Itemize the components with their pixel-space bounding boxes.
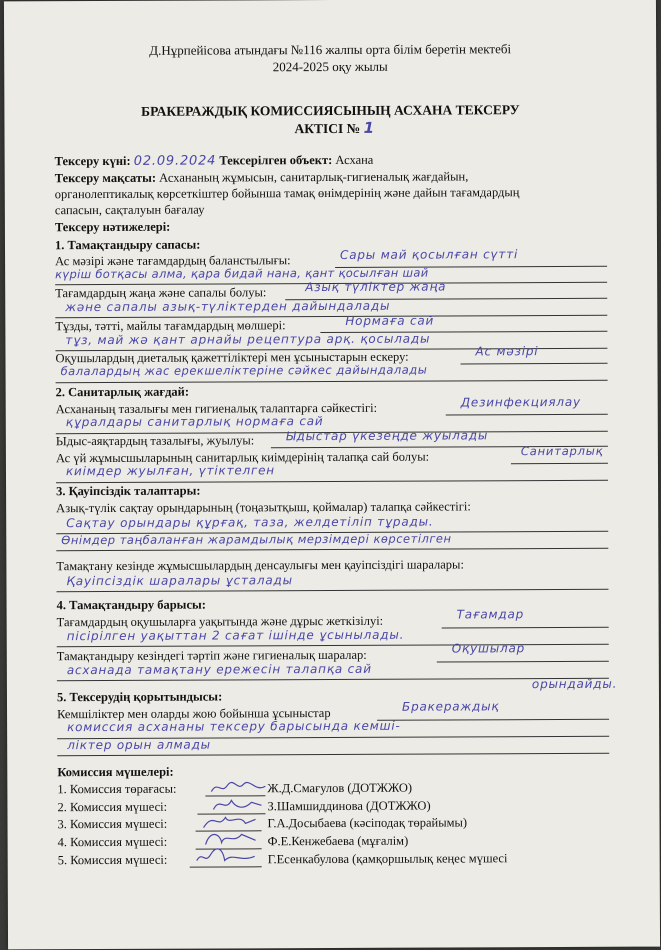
s2-answer3-line1: Санитарлық <box>520 443 604 459</box>
s4-question1: Тағамдардың оқушыларға уақытында және дұрыс жеткізілуі: <box>56 613 384 630</box>
purpose-label: Тексеру мақсаты: <box>54 170 157 186</box>
academic-year: 2024-2025 оқу жылы <box>272 58 388 75</box>
answer-underline <box>442 627 609 629</box>
answer-underline <box>56 480 608 483</box>
s1-answer4-line2: балалардың жас ерекшеліктеріне сәйкес дайындалады <box>60 362 428 379</box>
member-4-name: Ф.Е.Кенжебаева (мұғалім) <box>267 833 409 849</box>
date-value: 02.09.2024 <box>133 153 217 169</box>
s1-question4: Оқушылардың диеталық қажеттіліктері мен ұсыныстарын ескеру: <box>55 349 409 366</box>
s3-answer1-line2: Өнімдер таңбаланған жарамдылық мерзімдері көрсетілген <box>61 531 452 548</box>
s1-answer3-line1: Нормаға сай <box>345 313 435 328</box>
s4-answer2-line3: орындайды. <box>531 676 618 692</box>
s3-question2: Тамақтану кезінде жұмысшылардың денсаулығы мен қауіпсіздігі шаралары: <box>56 557 464 574</box>
signature-5-icon <box>193 844 259 868</box>
s3-question1: Азық-түлік сақтау орындарының (тоңазытқыш, қоймалар) талапқа сәйкестігі: <box>56 499 471 516</box>
commission-heading: Комиссия мүшелері: <box>57 764 174 780</box>
answer-underline <box>437 661 609 663</box>
object-value: Асхана <box>335 152 374 167</box>
section3-heading: 3. Қауіпсіздік талаптары: <box>56 483 201 499</box>
member-5-role: 5. Комиссия мүшесі: <box>57 852 168 868</box>
s4-answer2-line2: асханада тамақтану ережесін талапқа сай <box>66 661 372 678</box>
section1-heading: 1. Тамақтандыру сапасы: <box>54 237 201 253</box>
purpose-line3: сапасын, сақталуын бағалау <box>54 202 205 218</box>
section5-heading: 5. Тексерудің қорытындысы: <box>56 689 223 705</box>
answer-underline <box>511 463 608 464</box>
answer-underline <box>461 363 608 365</box>
s5-answer1-line2: комиссия асхананы тексеру барысында кемші- <box>67 718 401 735</box>
document-title-line2 <box>294 119 374 137</box>
answer-underline <box>377 719 609 721</box>
s5-question1: Кемшіліктер мен оларды жою бойынша ұсыныстар <box>57 706 331 722</box>
s1-answer3-line2: тұз, май жә қант арнайы рецептура арқ. қосылады <box>65 331 431 348</box>
member-2-role: 2. Комиссия мүшесі: <box>57 799 168 815</box>
answer-underline <box>56 548 608 551</box>
s1-answer2-line2: және сапалы азық-түліктерден дайындалады <box>65 298 391 315</box>
s1-question2: Тағамдардың жаңа және сапалы болуы: <box>55 285 267 301</box>
object-label: Тексерілген объект: <box>219 152 333 168</box>
section4-heading: 4. Тамақтандыру барысы: <box>56 597 206 613</box>
answer-underline <box>57 678 609 681</box>
s2-question1: Асхананың тазалығы мен гигиеналық талаптарға сәйкестігі: <box>55 400 378 417</box>
s2-answer3-line2: киімдер жуылған, үтіктелген <box>65 463 275 479</box>
s2-answer1-line2: құралдары санитарлық нормаға сай <box>65 414 324 430</box>
member-1-name: Ж.Д.Смағулов (ДОТЖЖО) <box>267 780 413 796</box>
member-5-name: Г.Есенкабулова (қамқоршылық кеңес мүшесі <box>267 851 508 867</box>
s3-answer2: Қауіпсіздік шаралары ұсталады <box>66 573 293 589</box>
answer-underline <box>56 380 608 383</box>
s4-question2: Тамақтандыру кезіндегі тәртіп және гигиеналық шаралар: <box>56 647 367 664</box>
results-label: Тексеру нәтижелері: <box>54 219 171 235</box>
purpose-line2: органолептикалық көрсеткіштер бойынша тамақ өнімдерінің және дайын тағамдардың <box>54 185 520 202</box>
s1-answer2-line1: Азық түліктер жаңа <box>305 279 447 295</box>
s4-answer1-line2: пісірілген уақыттан 2 сағат ішінде ұсынылады. <box>66 627 405 644</box>
answer-underline <box>57 644 609 647</box>
member-2-name: З.Шамшиддинова (ДОТЖЖО) <box>267 798 431 814</box>
act-label: АКТІСІ № <box>294 120 361 137</box>
purpose-line1: Асхананың жұмысын, санитарлық-гигиеналық жағдайын, <box>159 169 469 185</box>
s1-answer4-line1: Ас мәзірі <box>475 344 539 359</box>
s1-question1: Ас мәзірі және тағамдардың баланстылығы: <box>55 253 291 269</box>
section2-heading: 2. Санитарлық жағдай: <box>55 384 190 400</box>
s2-question2: Ыдыс-аяқтардың тазалығы, жуылуы: <box>55 433 255 449</box>
s2-answer1-line1: Дезинфекциялау <box>460 394 581 410</box>
s1-answer1-line1: Сары май қосылған сүтті <box>340 247 519 262</box>
member-3-role: 3. Комиссия мүшесі: <box>57 816 168 832</box>
s2-answer2: Ыдыстар үкезеңде жуылады <box>285 428 489 444</box>
s4-answer2-line1: Оқушылар <box>451 641 526 656</box>
purpose-row <box>55 169 469 186</box>
answer-underline <box>57 589 609 592</box>
s1-answer1-line2: күріш ботқасы алма, қара бидай нана, қант қосылған шай <box>55 265 429 282</box>
document-title-line1: БРАКЕРАЖДЫҚ КОМИССИЯСЫНЫҢ АСХАНА ТЕКСЕРУ <box>141 102 520 119</box>
answer-underline <box>446 414 608 416</box>
member-3-name: Г.А.Досыбаева (кәсіподақ төрайымы) <box>267 815 468 831</box>
act-number: 1 <box>363 118 375 137</box>
s5-answer1-line1: Бракераждық <box>401 699 500 714</box>
s3-answer1-line1: Сақтау орындары құрғақ, таза, желдетіліп тұрады. <box>66 514 434 531</box>
answer-underline <box>57 753 609 756</box>
s5-answer1-line3: ліктер орын алмады <box>67 737 211 753</box>
member-4-role: 4. Комиссия мүшесі: <box>57 834 168 850</box>
s1-question3: Тұзды, тәтті, майлы тағамдардың мөлшері: <box>55 318 286 334</box>
answer-underline <box>55 315 607 318</box>
date-label: Тексеру күні: <box>54 153 131 169</box>
school-name: Д.Нұрпейісова атындағы №116 жалпы орта білім беретін мектебі <box>149 41 512 58</box>
document-page <box>4 0 660 949</box>
s2-question3: Ас үй жұмысшыларының санитарлық киімдерінің талапқа сай болуы: <box>55 449 430 466</box>
inspection-date-row <box>55 153 374 169</box>
member-1-role: 1. Комиссия төрағасы: <box>57 781 177 797</box>
s4-answer1-line1: Тағамдар <box>456 607 525 622</box>
